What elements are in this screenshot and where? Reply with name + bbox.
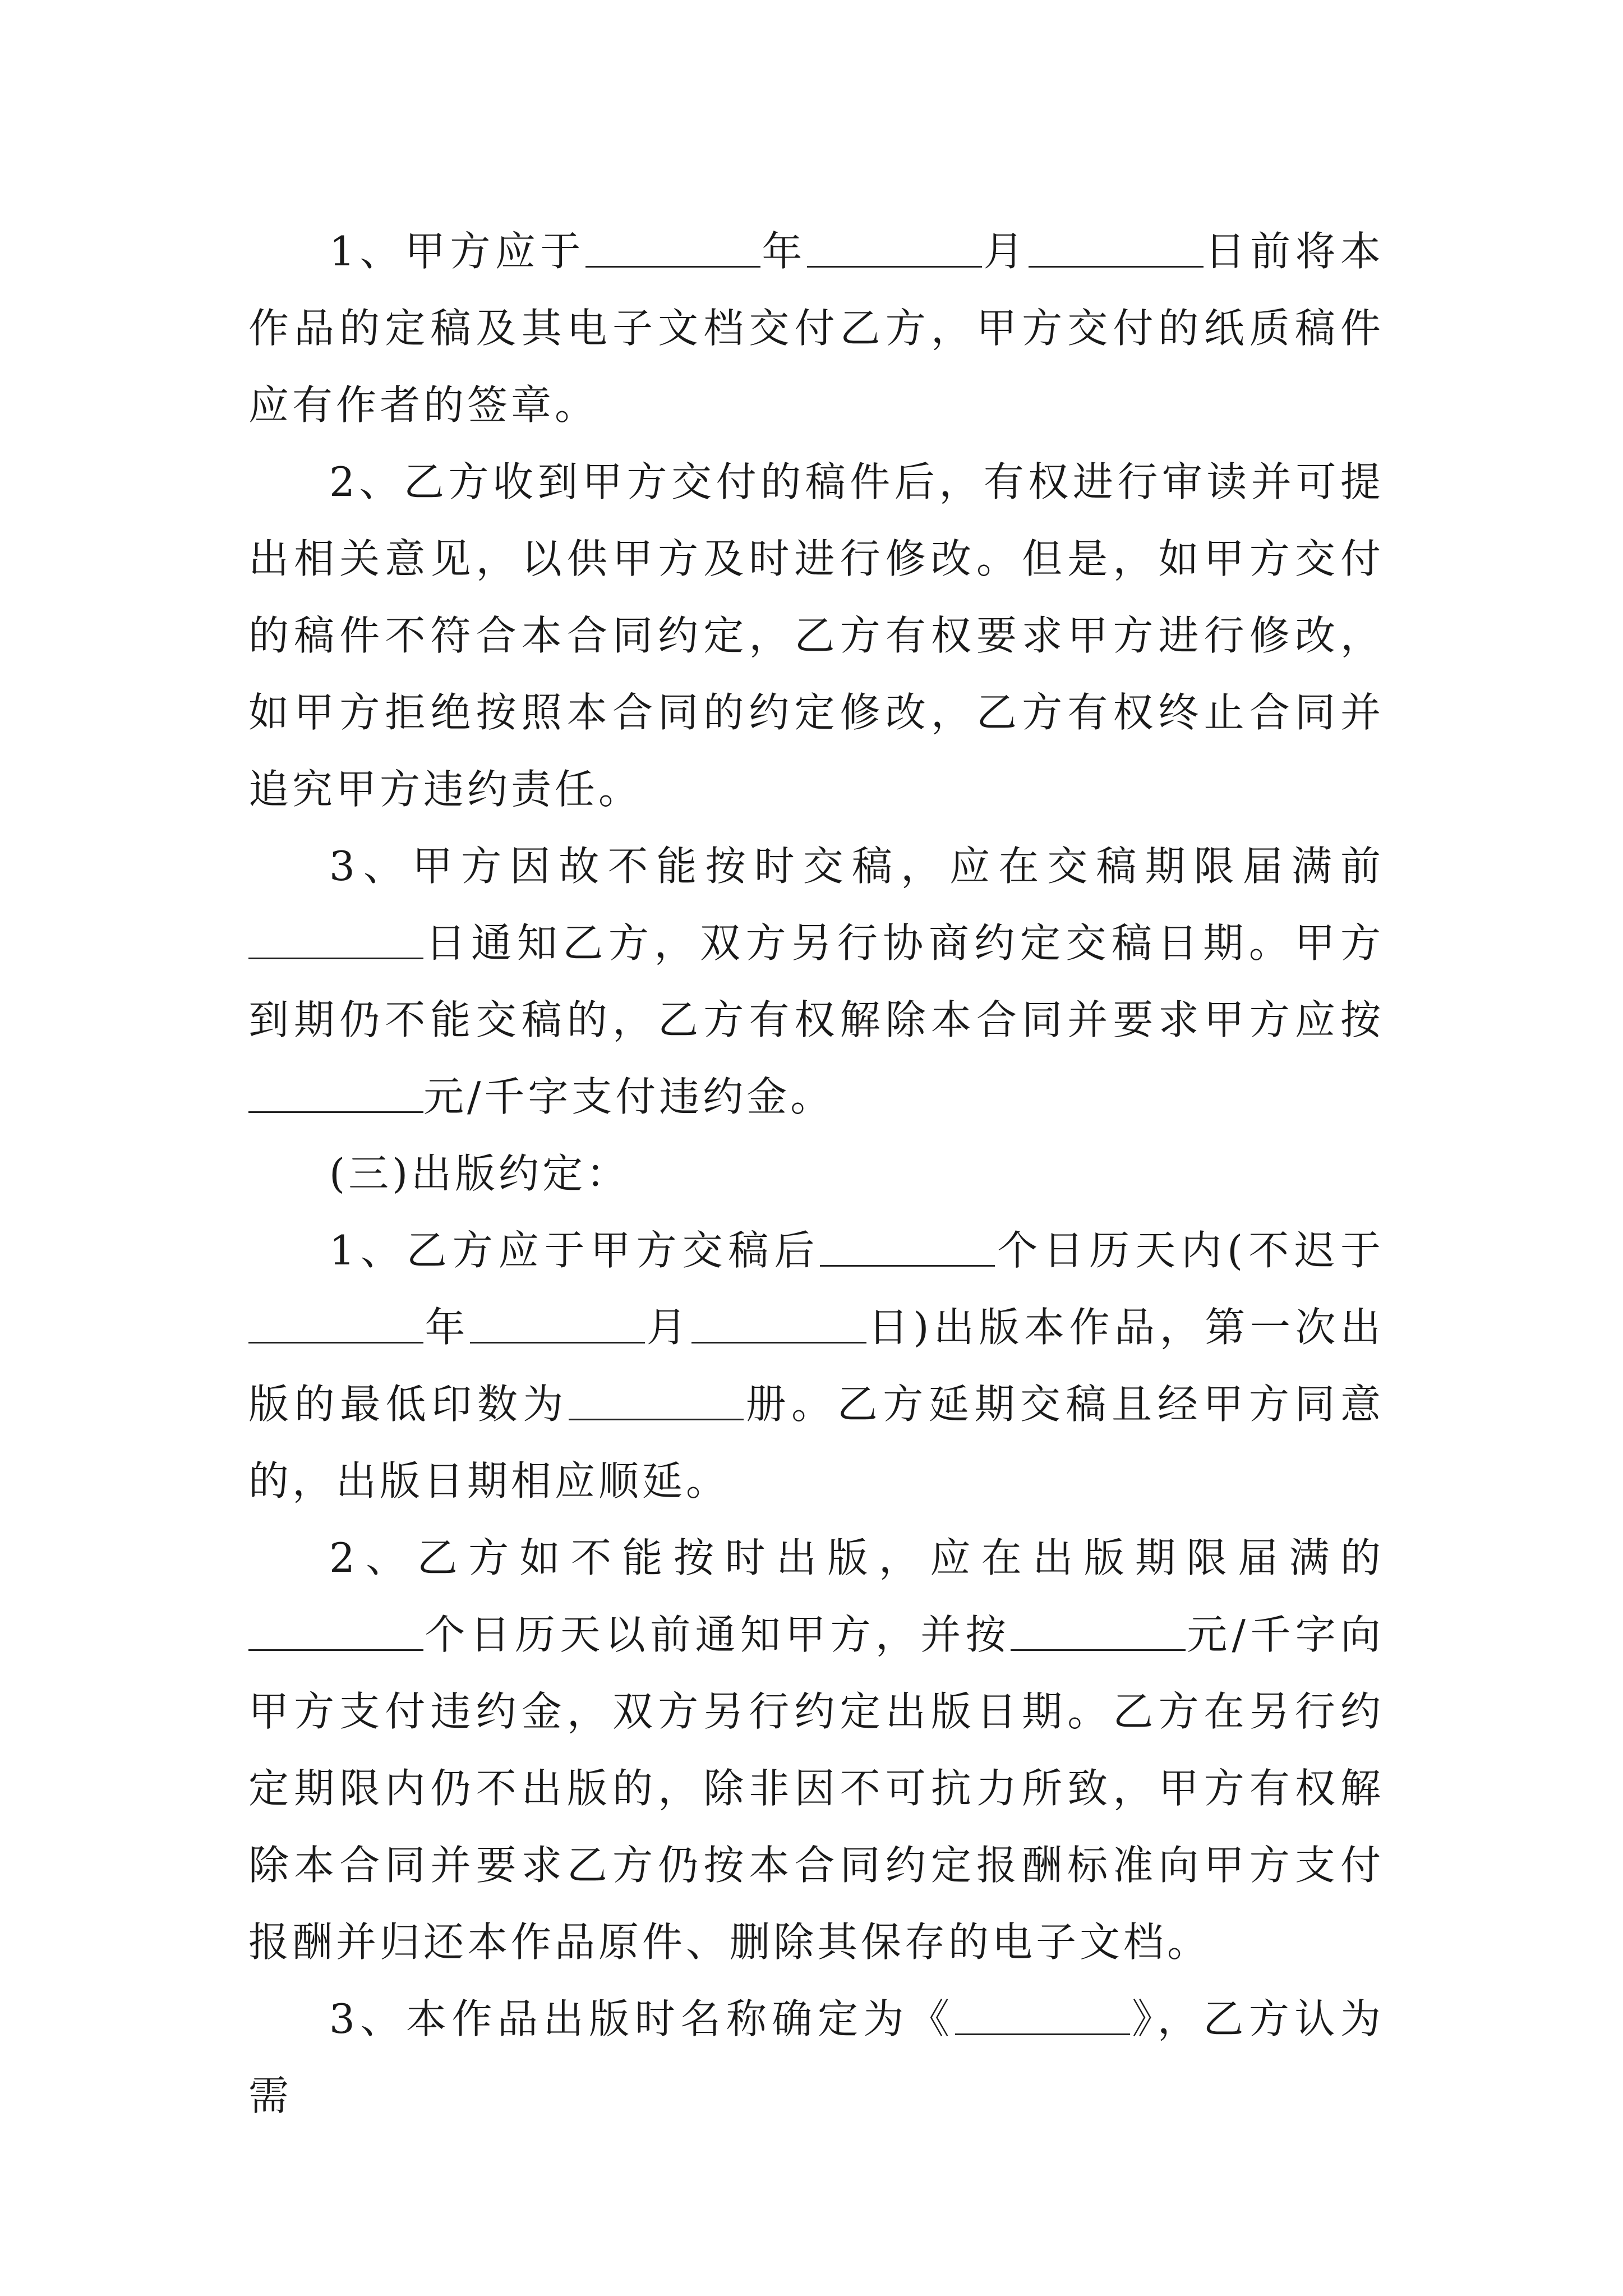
text-segment: 》，乙方认为需 xyxy=(248,1995,1384,2119)
blank-fill-line xyxy=(569,1385,744,1420)
text-segment: 日)出版本作品，第一次出版的最低印数为 xyxy=(248,1304,1384,1428)
text-segment: 日前将本作品的定稿及其电子文档交付乙方，甲方交付的纸质稿件应有作者的签章。 xyxy=(248,228,1384,429)
clause-1-delivery-date xyxy=(248,213,1384,444)
text-segment: 2、乙方如不能按时出版，应在出版期限届满的 xyxy=(329,1534,1384,1581)
text-segment: 元/千字向甲方支付违约金，双方另行约定出版日期。乙方在另行约定期限内仍不出版的，除非因不可抗力所致，甲方有权解除本合同并要求乙方仍按本合同约定报酬标准向甲方支付报酬并归还本作品原件、删除其保存的电子文档。 xyxy=(248,1611,1384,1966)
text-segment: 个日历天以前通知甲方，并按 xyxy=(423,1611,1011,1658)
blank-fill-line xyxy=(585,232,760,268)
publication-clause-1 xyxy=(248,1212,1384,1520)
section-heading-publication xyxy=(248,1135,1384,1212)
document-body xyxy=(248,213,1384,2134)
blank-fill-line xyxy=(248,1078,423,1113)
text-segment: (三)出版约定： xyxy=(329,1150,630,1197)
blank-fill-line xyxy=(248,1616,423,1651)
publication-clause-2 xyxy=(248,1520,1384,1981)
text-segment: 年 xyxy=(760,228,807,275)
text-segment: 3、本作品出版时名称确定为《 xyxy=(329,1995,955,2042)
blank-fill-line xyxy=(807,232,982,268)
blank-fill-line xyxy=(470,1308,645,1343)
text-segment: 年 xyxy=(423,1304,471,1351)
blank-fill-line xyxy=(248,924,423,959)
blank-fill-line xyxy=(248,1308,423,1343)
text-segment: 日通知乙方，双方另行协商约定交稿日期。甲方到期仍不能交稿的，乙方有权解除本合同并要求甲方应按 xyxy=(248,919,1384,1043)
publication-clause-3 xyxy=(248,1981,1384,2134)
clause-3-late-delivery xyxy=(248,828,1384,1135)
text-segment: 3、甲方因故不能按时交稿，应在交稿期限届满前 xyxy=(329,843,1384,890)
blank-fill-line xyxy=(1011,1616,1186,1651)
text-segment: 册。乙方延期交稿且经甲方同意的，出版日期相应顺延。 xyxy=(248,1381,1384,1504)
blank-fill-line xyxy=(955,2000,1130,2035)
blank-fill-line xyxy=(1029,232,1204,268)
text-segment: 1、甲方应于 xyxy=(329,228,585,275)
clause-2-review xyxy=(248,444,1384,828)
text-segment: 2、乙方收到甲方交付的稿件后，有权进行审读并可提出相关意见，以供甲方及时进行修改。但是，如甲方交付的稿件不符合本合同约定，乙方有权要求甲方进行修改，如甲方拒绝按照本合同的约定修改，乙方有权终止合同并追究甲方违约责任。 xyxy=(248,458,1384,813)
text-segment: 元/千字支付违约金。 xyxy=(423,1073,834,1120)
text-segment: 1、乙方应于甲方交稿后 xyxy=(329,1227,820,1274)
blank-fill-line xyxy=(820,1231,995,1267)
text-segment: 月 xyxy=(981,228,1029,275)
blank-fill-line xyxy=(691,1308,866,1343)
text-segment: 月 xyxy=(645,1304,692,1351)
text-segment: 个日历天内(不迟于 xyxy=(995,1227,1384,1274)
